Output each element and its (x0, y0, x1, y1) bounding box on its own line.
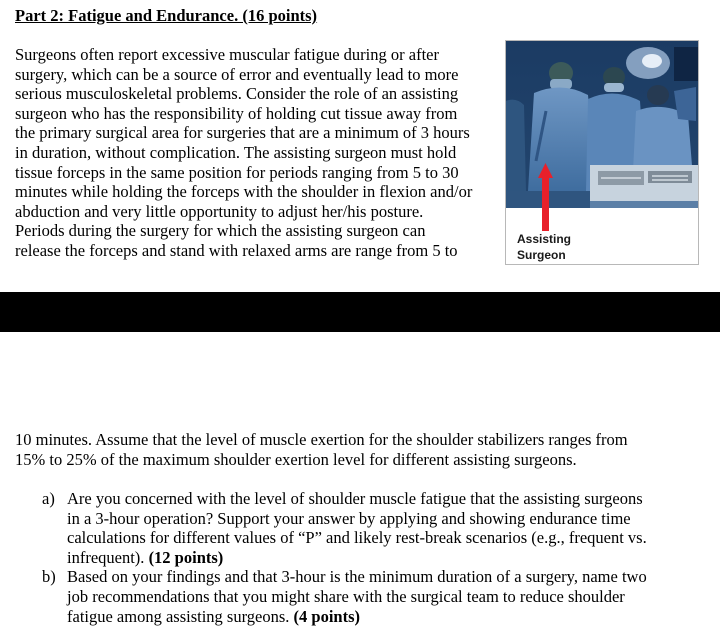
question-text: infrequent). (67, 547, 145, 567)
question-points: (12 points) (148, 547, 224, 567)
question-line-last (67, 548, 702, 568)
redaction-bar (0, 292, 720, 332)
question-list (42, 489, 702, 626)
arrow-shaft (542, 175, 549, 231)
question-a (42, 489, 702, 567)
intro-line: Surgeons often report excessive muscular fatigue during or after (15, 45, 439, 64)
continuation-line: 10 minutes. Assume that the level of muscle exertion for the shoulder stabilizers ranges from (15, 430, 628, 449)
surgery-figure (505, 40, 699, 265)
intro-line: tissue forceps in the same position for periods ranging from 5 to 30 (15, 162, 459, 182)
question-marker: b) (42, 567, 56, 587)
intro-line: surgeon who has the responsibility of holding cut tissue away from (15, 103, 458, 123)
intro-paragraph (15, 45, 505, 261)
intro-line: minutes while holding the forceps with the shoulder in flexion and/or (15, 182, 473, 202)
question-line: in a 3-hour operation? Support your answer by applying and showing endurance time (67, 508, 631, 528)
figure-caption (517, 231, 571, 263)
question-line: Are you concerned with the level of shoulder muscle fatigue that the assisting surgeons (67, 489, 643, 508)
intro-line: the primary surgical area for surgeries that are a minimum of 3 hours (15, 123, 470, 143)
question-line-last (67, 607, 702, 627)
continuation-paragraph (15, 430, 705, 469)
intro-line: abduction and very little opportunity to adjust her/his posture. (15, 201, 424, 221)
question-points: (4 points) (293, 606, 361, 626)
question-line: calculations for different values of “P” and likely rest-break scenarios (e.g., frequent vs. (67, 528, 647, 548)
question-marker: a) (42, 489, 55, 508)
caption-line: Assisting (517, 232, 572, 246)
question-text: fatigue among assisting surgeons. (67, 606, 290, 626)
intro-line: release the forceps and stand with relaxed arms are range from 5 to (15, 240, 458, 260)
question-b (42, 567, 702, 626)
continuation-line: 15% to 25% of the maximum shoulder exertion level for different assisting surgeons. (15, 449, 577, 469)
question-line: job recommendations that you might share with the surgical team to reduce shoulder (67, 586, 625, 606)
intro-line: Periods during the surgery for which the assisting surgeon can (15, 221, 426, 241)
intro-line: in duration, without complication. The assisting surgeon must hold (15, 142, 457, 162)
intro-line: surgery, which can be a source of error and eventually lead to more (15, 64, 459, 84)
caption-line: Surgeon (517, 248, 566, 262)
section-title: Part 2: Fatigue and Endurance. (16 points) (15, 6, 318, 25)
intro-line: serious musculoskeletal problems. Consider the role of an assisting (15, 84, 459, 104)
question-line: Based on your findings and that 3-hour is the minimum duration of a surgery, name two (67, 567, 647, 587)
